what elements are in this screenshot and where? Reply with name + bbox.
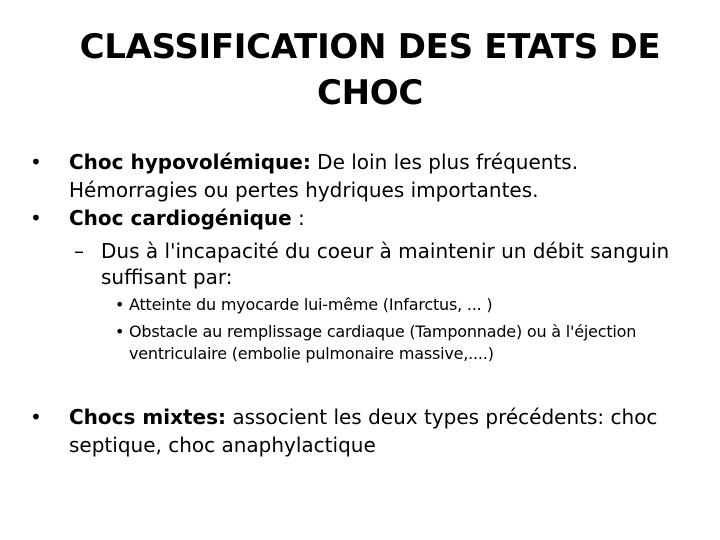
sub-sub-bullet-myocarde bbox=[115, 294, 675, 316]
sub-sub-bullet-obstacle bbox=[115, 321, 675, 365]
bullet-choc-hypovolemique bbox=[30, 148, 690, 204]
bullet-marker: • bbox=[30, 206, 42, 230]
slide-title-line-1: CLASSIFICATION DES ETATS DE bbox=[79, 27, 661, 67]
sub-sub-bullet-text: Atteinte du myocarde lui-même (Infarctus, ... ) bbox=[129, 295, 493, 314]
bullet-term: Choc hypovolémique: bbox=[69, 150, 311, 174]
bullet-description: De loin les plus fréquents. Hémorragies ou pertes hydriques importantes. bbox=[69, 150, 579, 202]
bullet-text bbox=[69, 204, 690, 232]
bullet-text bbox=[69, 148, 690, 204]
slide-title-line-2: CHOC bbox=[316, 73, 424, 113]
bullet-term: Chocs mixtes: bbox=[69, 405, 227, 429]
bullet-description: : bbox=[291, 206, 305, 230]
sub-bullet-cause bbox=[74, 238, 674, 290]
dash-marker: – bbox=[74, 239, 84, 263]
slide-title bbox=[60, 24, 680, 116]
sub-sub-bullet-text: Obstacle au remplissage cardiaque (Tamponnade) ou à l'éjection ventriculaire (embolie pulmonaire massive,....) bbox=[129, 322, 637, 363]
sub-bullet-text: Dus à l'incapacité du coeur à maintenir un débit sanguin suffisant par: bbox=[101, 239, 670, 289]
bullet-marker: • bbox=[30, 405, 42, 429]
bullet-choc-cardiogenique bbox=[30, 204, 690, 232]
bullet-chocs-mixtes bbox=[30, 403, 690, 459]
bullet-description: associent les deux types précédents: choc septique, choc anaphylactique bbox=[69, 405, 658, 457]
bullet-marker: • bbox=[115, 322, 125, 341]
bullet-text bbox=[69, 403, 690, 459]
bullet-term: Choc cardiogénique bbox=[69, 206, 292, 230]
bullet-marker: • bbox=[115, 295, 125, 314]
bullet-marker: • bbox=[30, 150, 42, 174]
